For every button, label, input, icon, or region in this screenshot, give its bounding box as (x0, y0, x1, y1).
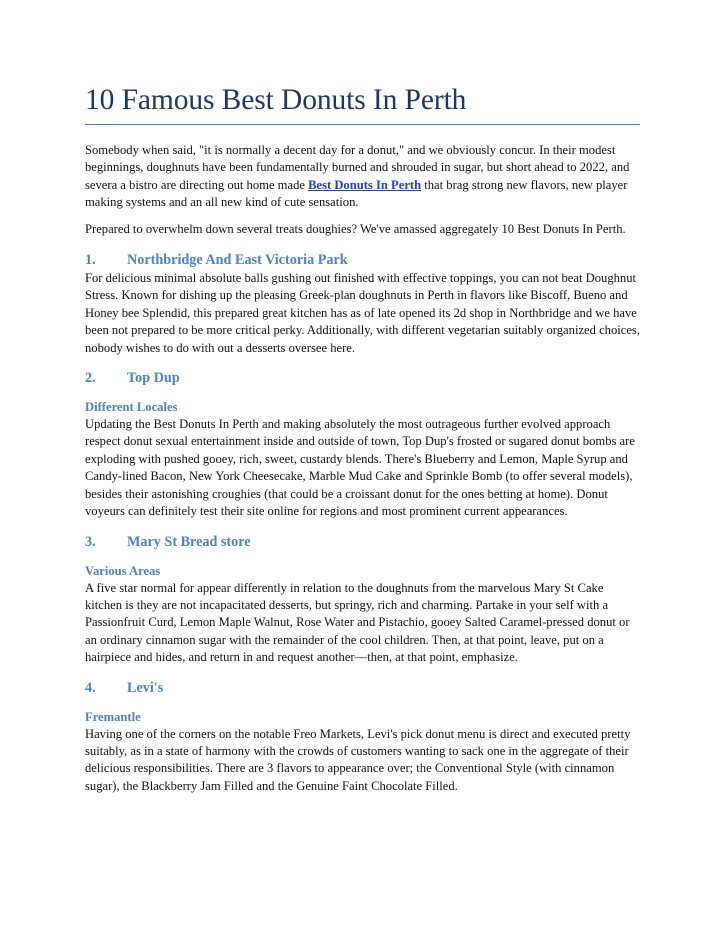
section-body: Updating the Best Donuts In Perth and making absolutely the most outrageous further evolved approach respect donut sexual entertainment inside and outside of town, Top Dup's frosted or sugared donut bombs are exploding with pushed gooey, rich, sweet, custardy blends. There's Blueberry and Lemon, Maple Syrup and Candy-lined Bacon, New York Cheesecake, Marble Mud Cake and Sprinkle Bomb (to offer several models), besides their astonishing croughies (that could be a croissant donut for the ones betting at home). Donut voyeurs can definitely test their site online for regions and most prominent current appearances. (85, 417, 635, 519)
section-heading (85, 369, 640, 387)
section-heading (85, 679, 640, 697)
intro-paragraph-2: Prepared to overwhelm down several treats doughies? We've amassed aggregately 10 Best Donuts In Perth. (85, 221, 626, 236)
best-donuts-link[interactable]: Best Donuts In Perth (308, 177, 422, 192)
section-subheading: Various Areas (85, 563, 161, 578)
section-number: 4. (85, 679, 96, 696)
section-2 (85, 369, 640, 520)
intro-text-before-link: Somebody when said, "it is normally a decent day for a donut," and we obviously concur. In their modest beginnings, doughnuts have been fundamentally burned and shrouded in sugar, but short ahead to 2022, and severa a bistro are directing out home made (85, 143, 630, 192)
section-number: 1. (85, 252, 96, 269)
article (85, 82, 640, 795)
section-title: Levi's (127, 679, 164, 696)
intro-text-after-link: that brag strong new flavors, new player making systems and an all new kind of cute sensation. (85, 177, 628, 210)
section-1 (85, 251, 640, 357)
section-number: 3. (85, 533, 96, 550)
section-body: For delicious minimal absolute balls gushing out finished with effective toppings, you can not beat Doughnut Stress. Known for dishing up the pleasing Greek-plan doughnuts in Perth in flavors like Biscoff, Bueno and Honey bee Splendid, this prepared great kitchen has as of late opened its 2d shop in Northbridge and we have been not prepared to be more critical perky. Additionally, with different vegetarian suitably organized choices, nobody wishes to do with out a desserts oversee here. (85, 271, 640, 355)
section-heading (85, 251, 640, 269)
section-3 (85, 533, 640, 667)
section-title: Mary St Bread store (127, 533, 251, 550)
intro-paragraph-1 (85, 142, 640, 212)
section-body: A five star normal for appear differently in relation to the doughnuts from the marvelous Mary St Cake kitchen is they are not incapacitated desserts, but springy, rich and charming. Partake in your self with a Passionfruit Curd, Lemon Maple Walnut, Rose Water and Pistachio, gooey Salted Caramel-pressed donut or an ordinary cinnamon sugar with the remainder of the cool children. Then, at that point, leave, put on a hairpiece and hides, and return in and request another—then, at that point, emphasize. (85, 580, 630, 665)
page-title: 10 Famous Best Donuts In Perth (85, 82, 640, 125)
section-body: Having one of the corners on the notable Freo Markets, Levi's pick donut menu is direct and executed pretty suitably, as in a state of harmony with the crowds of customers wanting to sack one in the aggregate of their delicious responsibilities. There are 3 flavors to appearance over; the Conventional Style (with cinnamon sugar), the Blackberry Jam Filled and the Genuine Faint Chocolate Filled. (85, 726, 631, 793)
section-title: Northbridge And East Victoria Park (127, 252, 348, 269)
section-4 (85, 679, 640, 796)
section-number: 2. (85, 370, 96, 387)
section-heading (85, 533, 640, 551)
section-title: Top Dup (127, 370, 180, 387)
section-subheading: Fremantle (85, 709, 141, 724)
section-subheading: Different Locales (85, 400, 178, 415)
